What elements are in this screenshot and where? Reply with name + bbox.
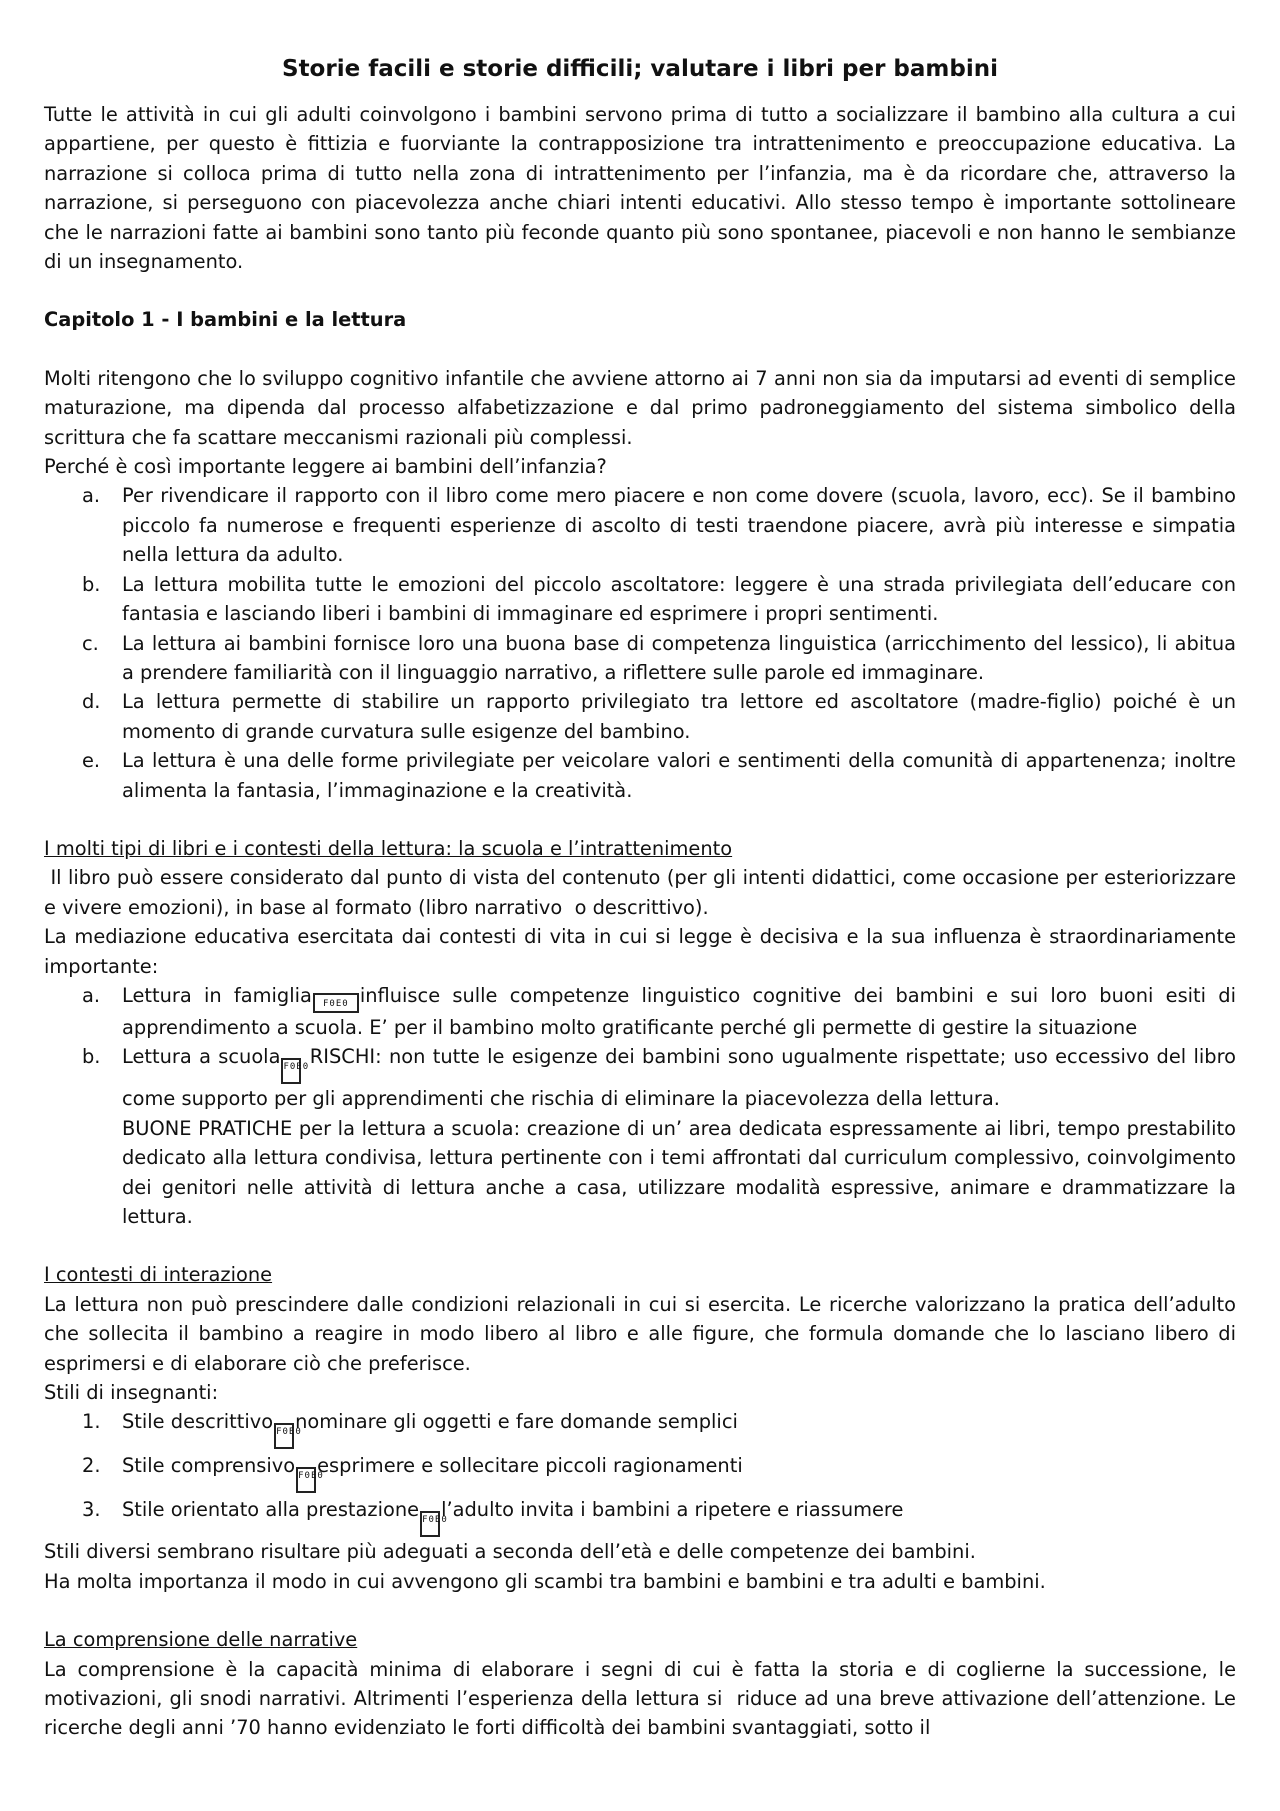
list-item-lead: Lettura a scuola (122, 1045, 281, 1069)
styles-label: Stili di insegnanti: (44, 1381, 219, 1405)
section-heading-interaction: I contesti di interazione (44, 1263, 273, 1287)
interaction-paragraph: La lettura non può prescindere dalle condizioni relazionali in cui si esercita. Le ricerche valorizzano la pratica dell’adulto che sollecita il bambino a reagire in modo libero al libro e alle figure, che formula domande che lo lasciano libero di esprimersi e di elaborare ciò che preferisce. (44, 1292, 1236, 1375)
list-item-text: Per rivendicare il rapporto con il libro come mero piacere e non come dovere (scuola, lavoro, ecc). Se il bambino piccolo fa numerose e frequenti esperienze di ascolto di testi traendone piacere, avrà più interesse e simpatia nella lettura da adulto. (122, 484, 1236, 567)
list-marker: b. (82, 1045, 101, 1069)
list-marker: 2. (82, 1454, 101, 1478)
list-item (44, 687, 1236, 746)
list-item-lead: Stile comprensivo (122, 1454, 296, 1478)
missing-glyph-icon: F0E0 (420, 1511, 440, 1537)
list-marker: d. (82, 690, 101, 714)
styles-list (44, 1407, 1236, 1537)
missing-glyph-icon: F0E0 (296, 1467, 316, 1493)
list-marker: b. (82, 572, 101, 596)
list-item (44, 1451, 1236, 1493)
list-item-text: La lettura è una delle forme privilegiate per veicolare valori e sentimenti della comunità di appartenenza; inoltre alimenta la fantasia, l’immaginazione e la creatività. (122, 749, 1236, 802)
list-item (44, 481, 1236, 569)
intro-paragraph: Tutte le attività in cui gli adulti coinvolgono i bambini servono prima di tutto a socializzare il bambino alla cultura a cui appartiene, per questo è fittizia e fuorviante la contrapposizione tra intrattenimento e preoccupazione educativa. La narrazione si colloca prima di tutto nella zona di intrattenimento per l’infanzia, ma è da ricordare che, attraverso la narrazione, si perseguono con piacevolezza anche chiari intenti educativi. Allo stesso tempo è importante sottolineare che le narrazioni fatte ai bambini sono tanto più feconde quanto più sono spontanee, piacevoli e non hanno le sembianze di un insegnamento. (44, 103, 1236, 274)
list-item-text: influisce sulle competenze linguistico cognitive dei bambini e sui loro buoni esiti di apprendimento a scuola. E’ per il bambino molto gratificante perché gli permette di gestire la situazione (122, 983, 1236, 1039)
missing-glyph-icon: F0E0 (313, 993, 359, 1013)
list-item-text: esprimere e sollecitare piccoli ragionamenti (317, 1454, 743, 1478)
contexts-list (44, 981, 1236, 1231)
list-item-text: RISCHI: non tutte le esigenze dei bambini sono ugualmente rispettate; uso eccessivo del libro come supporto per gli apprendimenti che rischia di eliminare la piacevolezza della lettura. (122, 1045, 1236, 1111)
list-item-text: La lettura ai bambini fornisce loro una buona base di competenza linguistica (arricchimento del lessico), li abitua a prendere familiarità con il linguaggio narrativo, a riflettere sulle parole ed immaginare. (122, 631, 1236, 684)
section-heading-comprehension: La comprensione delle narrative (44, 1628, 358, 1652)
list-marker: a. (82, 983, 101, 1007)
books-paragraph: Il libro può essere considerato dal punto di vista del contenuto (per gli intenti didattici, come occasione per esteriorizzare e vivere emozioni), in base al formato (libro narrativo o descrittivo). (44, 866, 1243, 919)
list-marker: 1. (82, 1410, 101, 1434)
list-item-lead: Stile descrittivo (122, 1410, 274, 1434)
list-item (44, 570, 1236, 629)
list-item-text: La lettura permette di stabilire un rapporto privilegiato tra lettore ed ascoltatore (madre-figlio) poiché è un momento di grande curvatura sulle esigenze del bambino. (122, 690, 1236, 743)
comprehension-paragraph: La comprensione è la capacità minima di elaborare i segni di cui è fatta la storia e di coglierne la successione, le motivazioni, gli snodi narrativi. Altrimenti l’esperienza della lettura si riduce ad una breve attivazione dell’attenzione. Le ricerche degli anni ’70 hanno evidenziato le forti difficoltà dei bambini svantaggiati, sotto il (44, 1657, 1243, 1740)
missing-glyph-icon: F0E0 (274, 1423, 294, 1449)
list-marker: e. (82, 749, 101, 773)
reasons-list (44, 481, 1236, 804)
chapter-paragraph: Molti ritengono che lo sviluppo cognitivo infantile che avviene attorno ai 7 anni non sia da imputarsi ad eventi di semplice maturazione, ma dipenda dal processo alfabetizzazione e dal primo padroneggiamento del sistema simbolico della scrittura che fa scattare meccanismi razionali più complessi. (44, 366, 1236, 449)
chapter-question: Perché è così importante leggere ai bambini dell’infanzia? (44, 455, 607, 479)
list-item (44, 1042, 1236, 1231)
document-title: Storie facili e storie difficili; valutare i libri per bambini (282, 56, 998, 82)
section-heading-books: I molti tipi di libri e i contesti della lettura: la scuola e l’intrattenimento (44, 836, 733, 860)
chapter-heading: Capitolo 1 - I bambini e la lettura (44, 308, 407, 332)
exchanges-note: Ha molta importanza il modo in cui avvengono gli scambi tra bambini e bambini e tra adulti e bambini. (44, 1569, 1046, 1593)
mediation-paragraph: La mediazione educativa esercitata dai contesti di vita in cui si legge è decisiva e la sua influenza è straordinariamente importante: (44, 925, 1236, 978)
list-marker: c. (82, 631, 99, 655)
list-item (44, 1495, 1236, 1537)
list-item (44, 629, 1236, 688)
list-item (44, 981, 1236, 1042)
good-practices-paragraph: BUONE PRATICHE per la lettura a scuola: creazione di un’ area dedicata espressamente ai libri, tempo prestabilito dedicato alla lettura condivisa, lettura pertinente con i temi affrontati dal curriculum complessivo, coinvolgimento dei genitori nelle attività di lettura anche a casa, utilizzare modalità espressive, animare e drammatizzare la lettura. (122, 1116, 1236, 1228)
list-marker: a. (82, 484, 101, 508)
styles-note: Stili diversi sembrano risultare più adeguati a seconda dell’età e delle competenze dei bambini. (44, 1540, 976, 1564)
list-item-text: nominare gli oggetti e fare domande semplici (295, 1410, 738, 1434)
list-item-text: La lettura mobilita tutte le emozioni del piccolo ascoltatore: leggere è una strada privilegiata dell’educare con fantasia e lasciando liberi i bambini di immaginare ed esprimere i propri sentimenti. (122, 572, 1236, 626)
list-item-lead: Lettura in famiglia (122, 983, 312, 1007)
missing-glyph-icon: F0E0 (281, 1058, 301, 1084)
list-item-lead: Stile orientato alla prestazione (122, 1498, 420, 1522)
list-item (44, 1407, 1236, 1449)
list-marker: 3. (82, 1498, 101, 1522)
list-item-text: l’adulto invita i bambini a ripetere e riassumere (441, 1498, 904, 1522)
list-item (44, 746, 1236, 805)
